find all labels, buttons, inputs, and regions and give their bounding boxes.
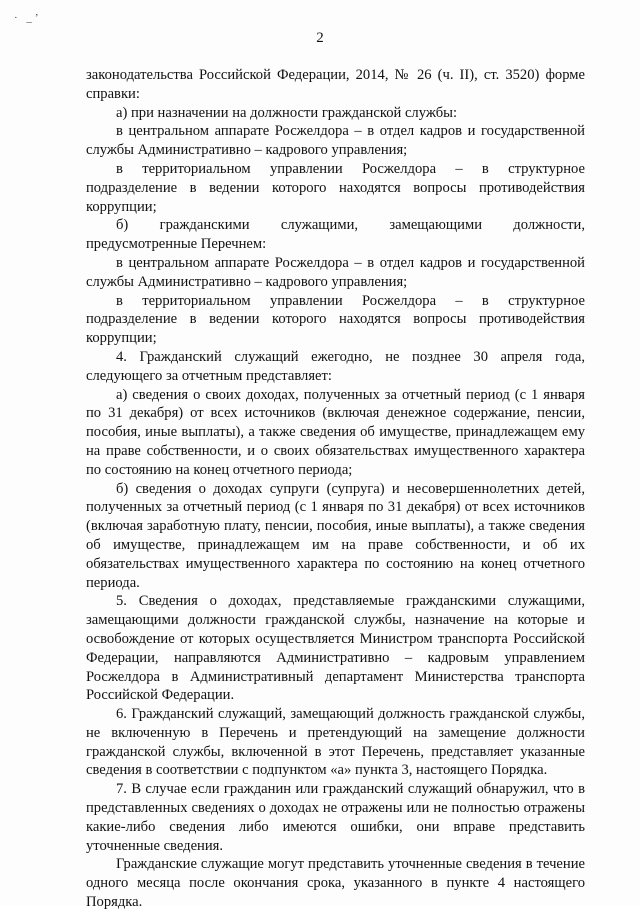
paragraph-item-b-employees: б) гражданскими служащими, замещающими должности, предусмотренные Перечнем: — [86, 217, 585, 253]
paragraph-clause-5: 5. Сведения о доходах, представляемые гражданскими служащими, замещающими должности гражданской службы, назначение на которые и освобождение от которых осуществляется Министром транспорта Российской Федерации, направляются Административно – кадровым управлением Росжелдора в Административный департамент Министерства транспорта Российской Федерации. — [86, 593, 585, 704]
paragraph-clause-4a: а) сведения о своих доходах, полученных за отчетный период (с 1 января по 31 декабря) от всех источников (включая денежное содержание, пенсии, пособия, иные выплаты), а также сведения об имуществе, принадлежащем ему на праве собственности, и о своих обязательствах имущественного характера по состоянию на конец отчетного периода; — [86, 386, 585, 478]
paragraph-clarification: Гражданские служащие могут представить уточненные сведения в течение одного месяца после окончания срока, указанного в пункте 4 настоящего Порядка. — [86, 856, 585, 911]
paragraph-item-a-appointment: а) при назначении на должности гражданской службы: — [116, 104, 457, 121]
page-number: 2 — [316, 30, 324, 46]
paragraph-clause-7: 7. В случае если гражданин или гражданский служащий обнаружил, что в представленных сведениях о доходах не отражены или не полностью отражены какие-либо сведения либо имеются ошибки, они вправе представить уточненные сведения. — [86, 781, 585, 854]
corner-mark: · _ʼ — [14, 12, 42, 24]
paragraph-central-apparatus-2: в центральном аппарате Росжелдора – в отдел кадров и государственной службы Административно – кадрового управления; — [86, 254, 585, 290]
paragraph-territorial-office: в территориальном управлении Росжелдора – в структурное подразделение в ведении которого находятся вопросы противодействия коррупции; — [86, 160, 585, 215]
paragraph-territorial-office-2: в территориальном управлении Росжелдора – в структурное подразделение в ведении которого находятся вопросы противодействия коррупции; — [86, 292, 585, 347]
paragraph-clause-4: 4. Гражданский служащий ежегодно, не позднее 30 апреля года, следующего за отчетным представляет: — [86, 348, 585, 384]
paragraph-continuation: законодательства Российской Федерации, 2014, № 26 (ч. II), ст. 3520) форме справки: — [86, 67, 585, 102]
paragraph-central-apparatus: в центральном аппарате Росжелдора – в отдел кадров и государственной службы Административно – кадрового управления; — [86, 123, 585, 159]
paragraph-clause-6: 6. Гражданский служащий, замещающий должность гражданской службы, не включенную в Перечень и претендующий на замещение должности гражданской службы, включенной в этот Перечень, представляет указанные сведения в соответствии с подпунктом «а» пункта 3, настоящего Порядка. — [86, 706, 585, 779]
paragraph-clause-4b: б) сведения о доходах супруги (супруга) и несовершеннолетних детей, полученных за отчетный период (с 1 января по 31 декабря) от всех источников (включая заработную плату, пенсии, пособия, иные выплаты), а также сведения об имуществе, принадлежащем им на праве собственности, и об их обязательствах имущественного характера по состоянию на конец отчетного периода. — [86, 480, 585, 591]
document-body — [86, 66, 585, 912]
